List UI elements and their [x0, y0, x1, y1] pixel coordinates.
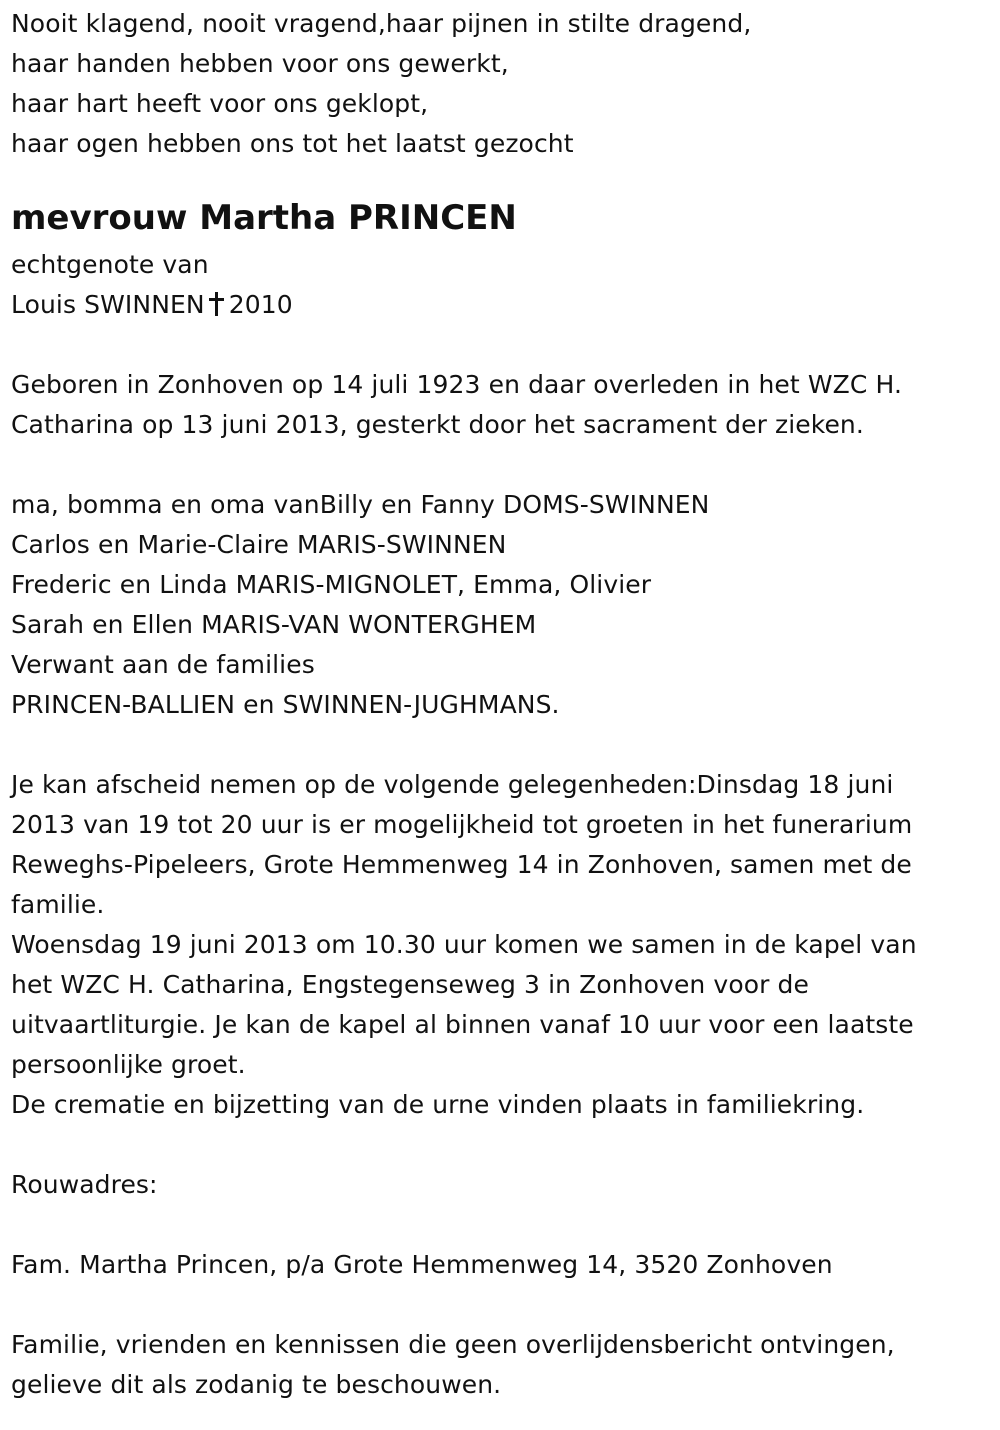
paragraph-line: uitvaartliturgie. Je kan de kapel al binnen vanaf 10 uur voor een laatste — [11, 1010, 914, 1039]
family-line: Verwant aan de families — [11, 650, 315, 679]
paragraph-line: familie. — [11, 890, 105, 919]
spacer — [11, 725, 991, 765]
spacer — [11, 445, 991, 485]
paragraph-line: 2013 van 19 tot 20 uur is er mogelijkheid tot groeten in het funerarium — [11, 810, 913, 839]
spacer — [11, 1205, 991, 1245]
poem — [11, 4, 991, 164]
mourning-address-label: Rouwadres: — [11, 1170, 158, 1199]
paragraph-line: Je kan afscheid nemen op de volgende gelegenheden:Dinsdag 18 juni — [11, 770, 894, 799]
poem-line: Nooit klagend, nooit vragend,haar pijnen in stilte dragend, — [11, 9, 752, 38]
family-line: Frederic en Linda MARIS-MIGNOLET, Emma, Olivier — [11, 570, 652, 599]
spacer — [11, 1285, 991, 1325]
family-line: Carlos en Marie-Claire MARIS-SWINNEN — [11, 530, 507, 559]
mourning-address: Fam. Martha Princen, p/a Grote Hemmenweg 14, 3520 Zonhoven — [11, 1250, 833, 1279]
cross-icon — [209, 292, 223, 316]
deceased-name: mevrouw Martha PRINCEN — [11, 198, 517, 238]
birth-death-paragraph — [11, 365, 991, 445]
paragraph-line: Catharina op 13 juni 2013, gesterkt door het sacrament der zieken. — [11, 410, 864, 439]
spacer — [11, 325, 991, 365]
spouse-line — [11, 285, 991, 325]
family-line: Sarah en Ellen MARIS-VAN WONTERGHEM — [11, 610, 537, 639]
spouse-name: Louis SWINNEN — [11, 290, 205, 319]
paragraph-line: Woensdag 19 juni 2013 om 10.30 uur komen we samen in de kapel van — [11, 930, 917, 959]
family-line: PRINCEN-BALLIEN en SWINNEN-JUGHMANS. — [11, 690, 560, 719]
relation-text: echtgenote van — [11, 250, 209, 279]
poem-line: haar hart heeft voor ons geklopt, — [11, 89, 429, 118]
closing-paragraph — [11, 1325, 991, 1405]
paragraph-line: Familie, vrienden en kennissen die geen overlijdensbericht ontvingen, — [11, 1330, 895, 1359]
paragraph-line: Geboren in Zonhoven op 14 juli 1923 en daar overleden in het WZC H. — [11, 370, 902, 399]
farewell-paragraph — [11, 765, 991, 1125]
paragraph-line: De crematie en bijzetting van de urne vinden plaats in familiekring. — [11, 1090, 865, 1119]
spacer — [11, 1125, 991, 1165]
obituary-notice — [11, 4, 991, 1405]
paragraph-line: het WZC H. Catharina, Engstegenseweg 3 in Zonhoven voor de — [11, 970, 809, 999]
family-line: ma, bomma en oma vanBilly en Fanny DOMS-SWINNEN — [11, 490, 710, 519]
spouse-death-year: 2010 — [228, 290, 293, 319]
paragraph-line: persoonlijke groet. — [11, 1050, 246, 1079]
poem-line: haar handen hebben voor ons gewerkt, — [11, 49, 509, 78]
paragraph-line: Reweghs-Pipeleers, Grote Hemmenweg 14 in Zonhoven, samen met de — [11, 850, 912, 879]
paragraph-line: gelieve dit als zodanig te beschouwen. — [11, 1370, 502, 1399]
poem-line: haar ogen hebben ons tot het laatst gezocht — [11, 129, 574, 158]
family-list — [11, 485, 991, 725]
